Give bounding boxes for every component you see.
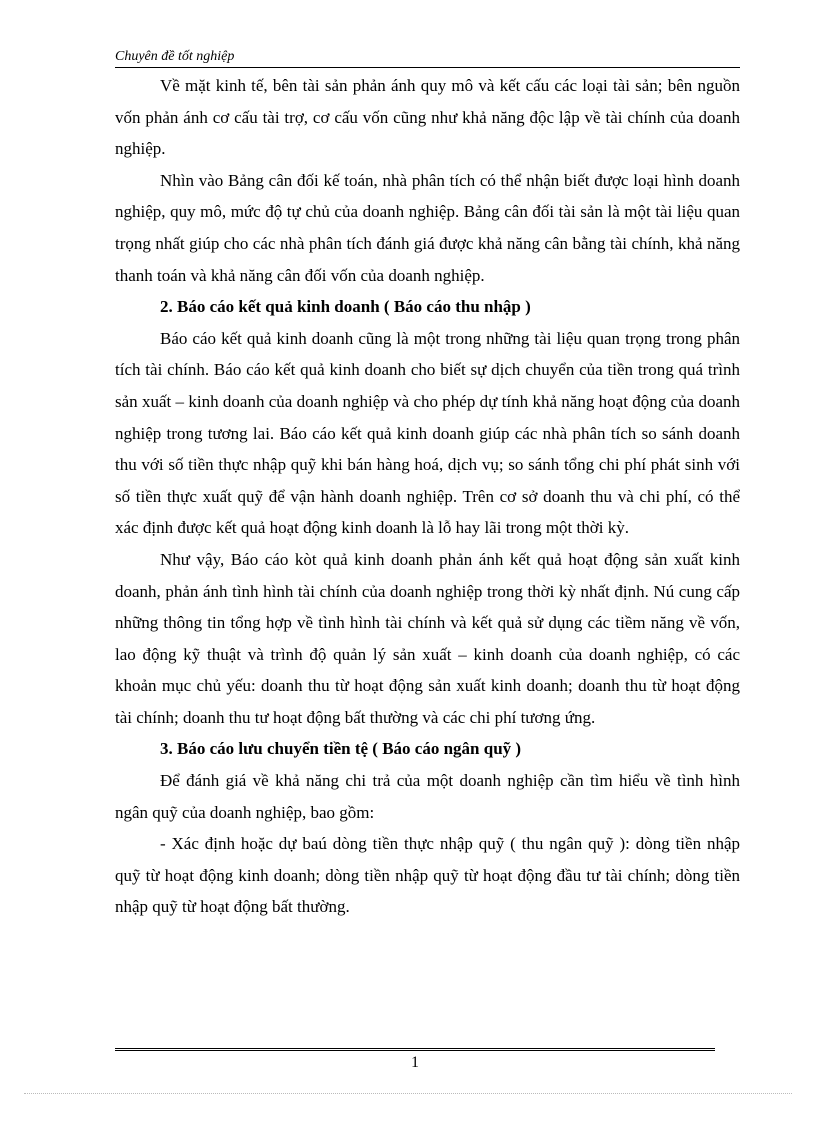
footer-rule [115, 1048, 715, 1053]
section-heading-cash-flow: 3. Báo cáo lưu chuyển tiền tệ ( Báo cáo ngân quỹ ) [160, 739, 522, 759]
page-number: 1 [411, 1054, 419, 1071]
paragraph-balance-sheet-analysis: Nhìn vào Bảng cân đối kế toán, nhà phân tích có thể nhận biết được loại hình doanh nghiệp, quy mô, mức độ tự chủ của doanh nghiệp. Bảng cân đối tài sản là một tài liệu quan trọng nhất giúp cho các nhà phân tích đánh giá được khả năng cân bằng tài chính, khả năng thanh toán và khả năng cân đối vốn của doanh nghiệp. [115, 170, 740, 285]
paragraph-cash-flow-item: - Xác định hoặc dự baú dòng tiền thực nhập quỹ ( thu ngân quỹ ): dòng tiền nhập quỹ từ hoạt động kinh doanh; dòng tiền nhập quỹ từ hoạt động đầu tư tài chính; dòng tiền nhập quỹ từ hoạt động bất thường. [115, 834, 740, 917]
paragraph-income-statement-intro: Báo cáo kết quả kinh doanh cũng là một trong những tài liệu quan trọng trong phân tích tài chính. Báo cáo kết quả kinh doanh cho biết sự dịch chuyển của tiền trong quá trình sản xuất – kinh doanh của doanh nghiệp và cho phép dự tính khả năng hoạt động của doanh nghiệp trong tương lai. Báo cáo kết quả kinh doanh giúp các nhà phân tích so sánh doanh thu với số tiền thực nhập quỹ khi bán hàng hoá, dịch vụ; so sánh tổng chi phí phát sinh với số tiền thực xuất quỹ để vận hành doanh nghiệp. Trên cơ sở doanh thu và chi phí, có thể xác định được kết quả hoạt động kinh doanh là lỗ hay lãi trong một thời kỳ. [115, 328, 740, 538]
section-heading-income-statement: 2. Báo cáo kết quả kinh doanh ( Báo cáo thu nhập ) [160, 297, 531, 317]
paragraph-income-statement-summary: Như vậy, Báo cáo kòt quả kinh doanh phản ánh kết quả hoạt động sản xuất kinh doanh, phản ánh tình hình tài chính của doanh nghiệp trong thời kỳ nhất định. Nú cung cấp những thông tin tổng hợp về tình hình tài chính và kết quả sử dụng các tiềm năng về vốn, lao động kỹ thuật và trình độ quản lý sản xuất – kinh doanh của doanh nghiệp, có các khoản mục chủ yếu: doanh thu từ hoạt động sản xuất kinh doanh; doanh thu từ hoạt động tài chính; doanh thu tư hoạt động bất thường và các chi phí tương ứng. [115, 549, 740, 727]
paragraph-balance-sheet-economic: Về mặt kinh tế, bên tài sản phản ánh quy mô và kết cấu các loại tài sản; bên nguồn vốn phản ánh cơ cấu tài trợ, cơ cấu vốn cũng như khả năng độc lập về tài chính của doanh nghiệp. [115, 76, 740, 159]
document-body [115, 70, 740, 923]
header-rule [115, 67, 740, 68]
running-header: Chuyên đề tốt nghiệp [115, 49, 235, 64]
page-bottom-divider [24, 1093, 792, 1094]
paragraph-cash-flow-intro: Để đánh giá về khả năng chi trả của một doanh nghiệp cần tìm hiểu về tình hình ngân quỹ của doanh nghiệp, bao gồm: [115, 771, 740, 822]
